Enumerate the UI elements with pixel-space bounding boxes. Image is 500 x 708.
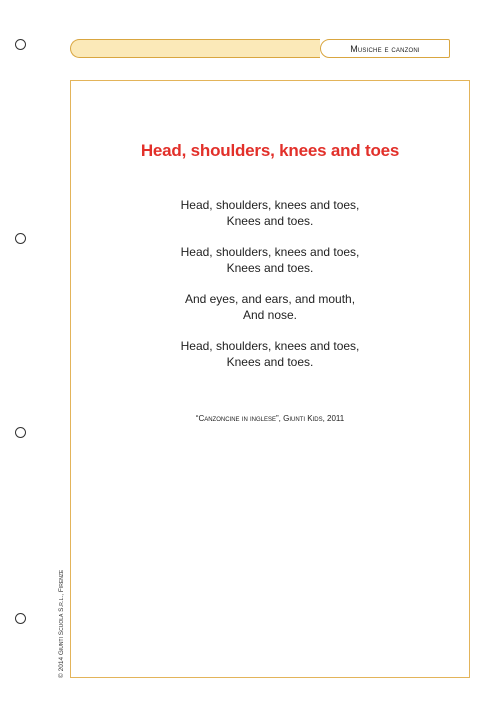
song-title: Head, shoulders, knees and toes <box>140 141 400 160</box>
copyright-notice: © 2014 Giunti Scuola S.r.l., Firenze <box>58 569 65 678</box>
lyric-line: And nose. <box>242 308 298 322</box>
stanza <box>70 291 470 323</box>
lyric-line: Knees and toes. <box>226 261 314 275</box>
stanza <box>70 244 470 276</box>
binder-hole-icon <box>15 233 26 244</box>
section-label: Musiche e canzoni <box>320 39 450 58</box>
header-bar <box>70 39 320 58</box>
binder-hole-icon <box>15 613 26 624</box>
stanza <box>70 197 470 229</box>
binder-hole-icon <box>15 427 26 438</box>
lyric-line: Head, shoulders, knees and toes, <box>180 198 360 212</box>
source-credit: “Canzoncine in inglese”, Giunti Kids, 2011 <box>195 414 345 423</box>
binder-hole-icon <box>15 39 26 50</box>
lyric-line: Head, shoulders, knees and toes, <box>180 245 360 259</box>
lyric-line: Knees and toes. <box>226 355 314 369</box>
stanza <box>70 338 470 370</box>
lyric-line: Knees and toes. <box>226 214 314 228</box>
lyric-line: Head, shoulders, knees and toes, <box>180 339 360 353</box>
lyric-line: And eyes, and ears, and mouth, <box>184 292 356 306</box>
lyrics <box>70 197 470 385</box>
